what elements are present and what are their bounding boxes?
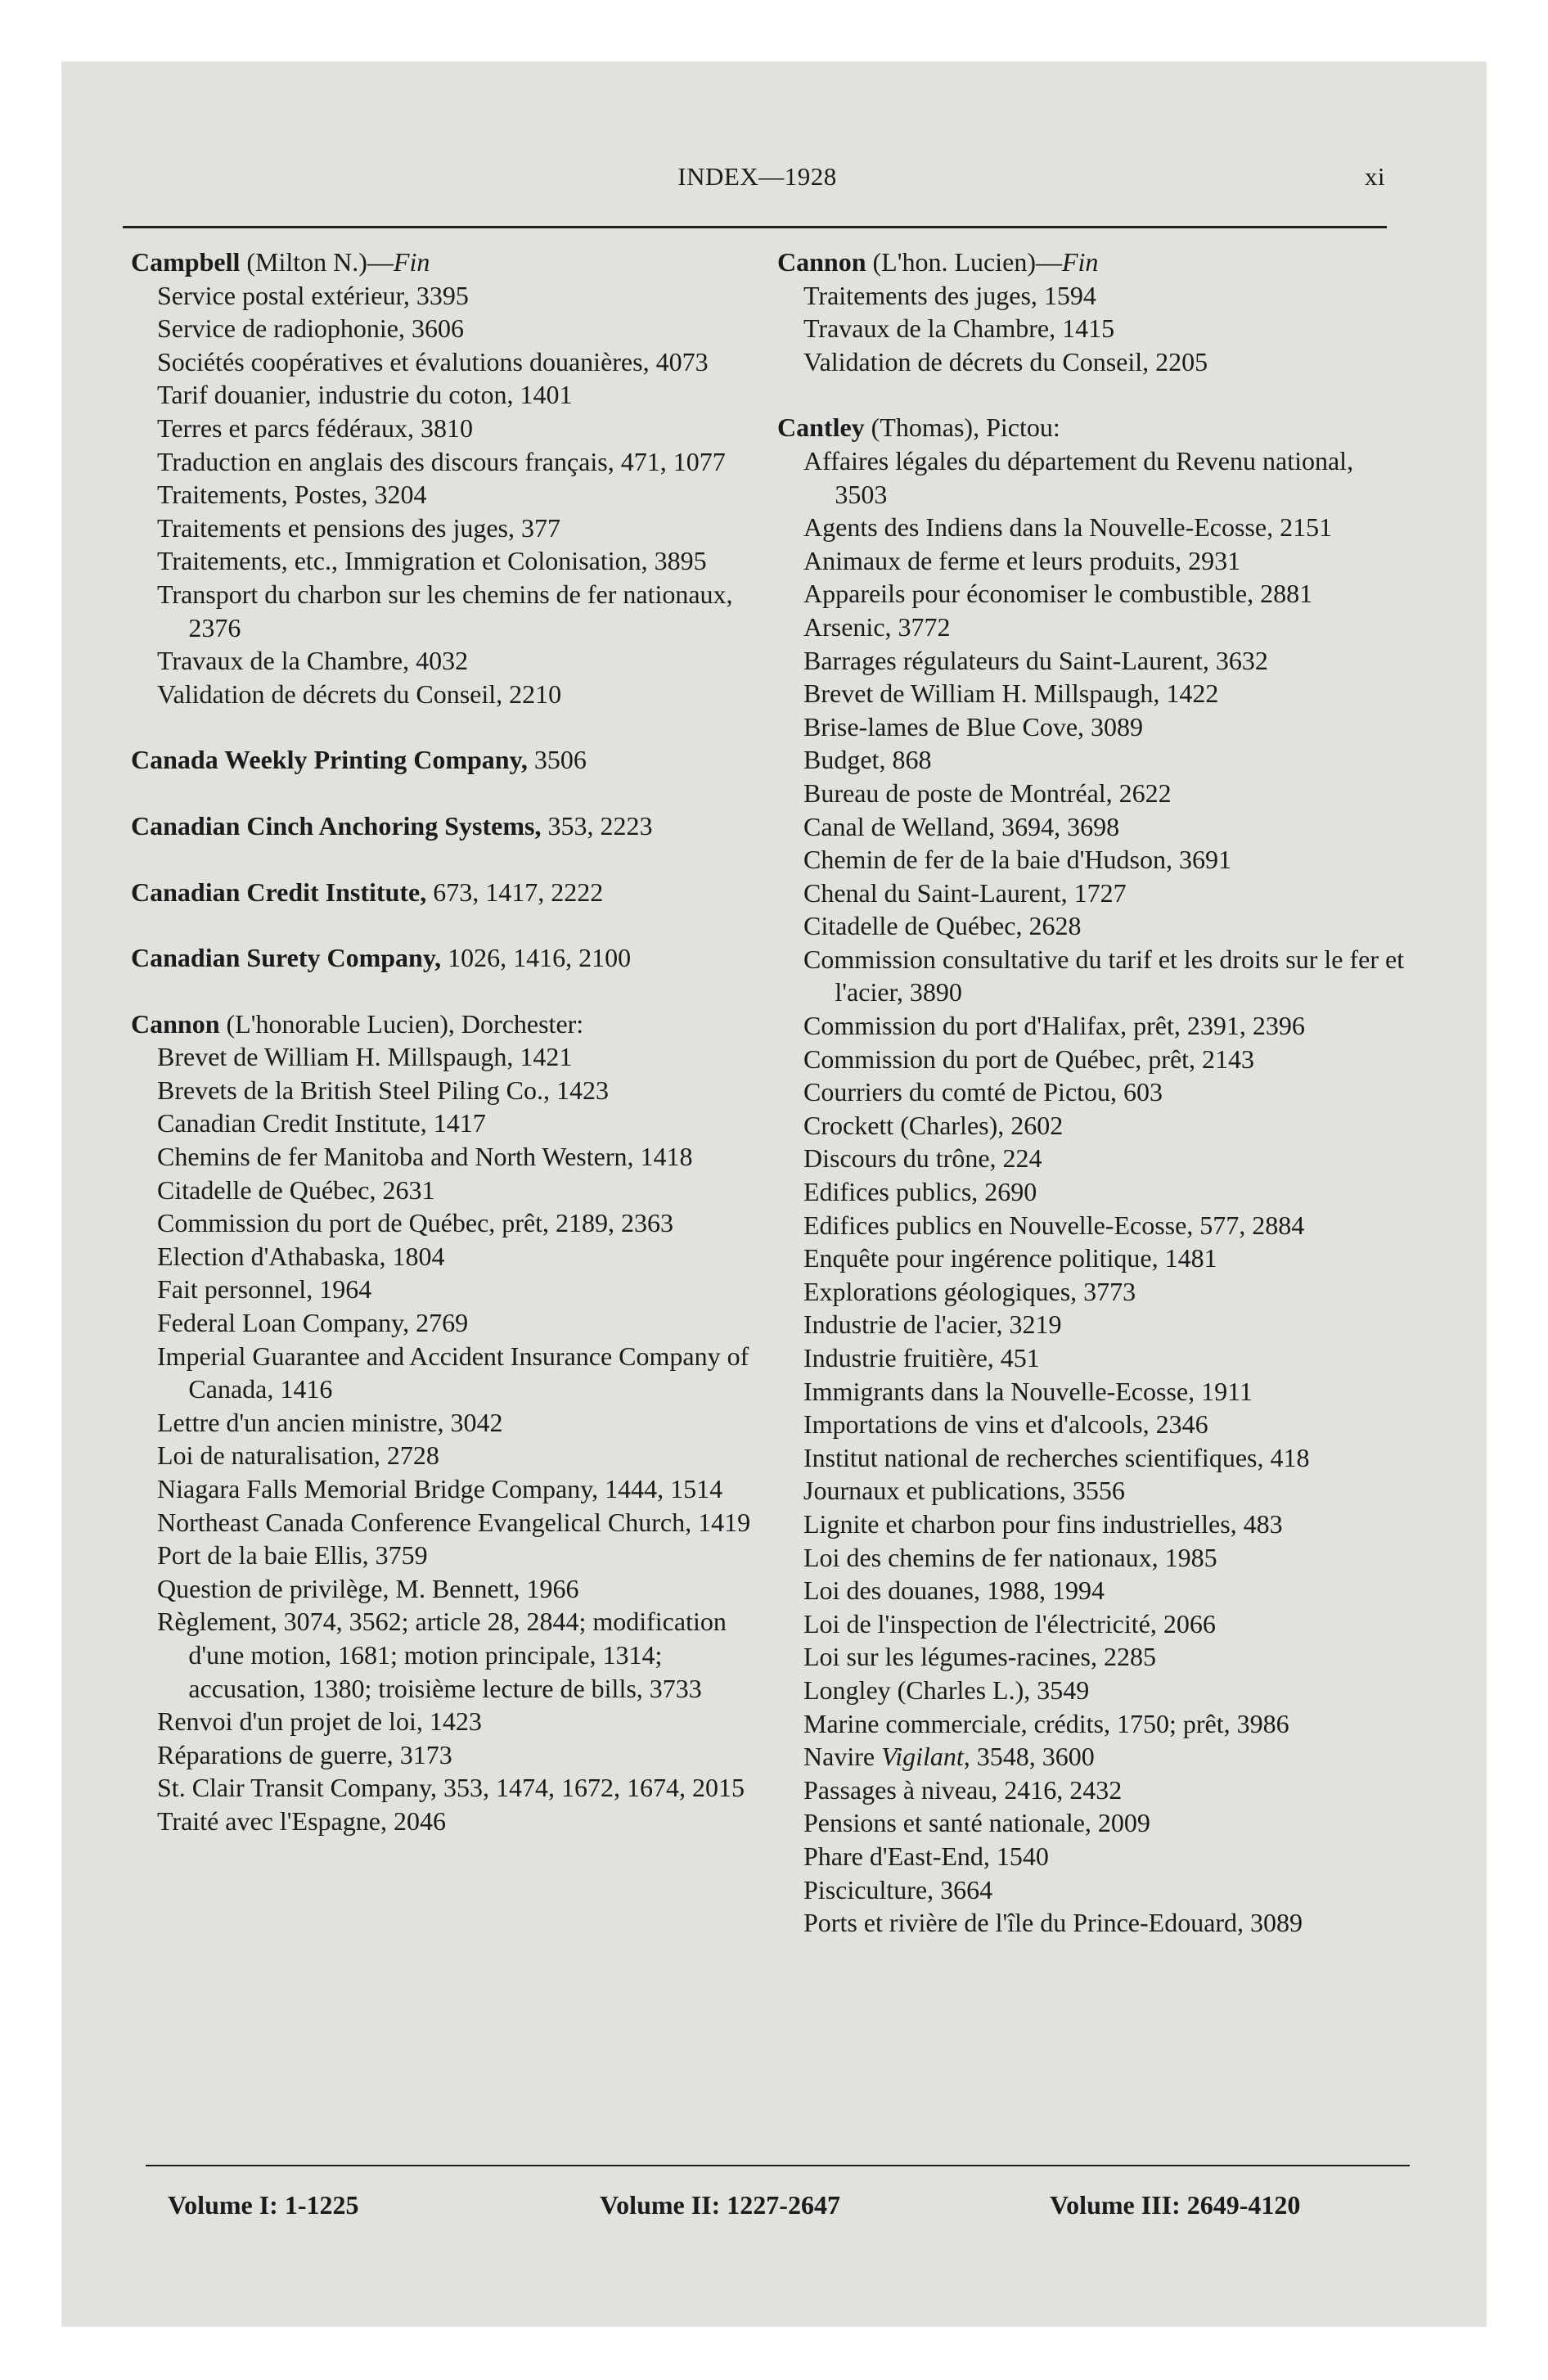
sub-entry: Explorations géologiques, 3773 [803,1276,1136,1306]
headword: Campbell [131,247,241,277]
headword: Canada Weekly Printing Company, [131,745,528,775]
sub-entry: Question de privilège, M. Bennett, 1966 [157,1573,579,1603]
sub-entry: Loi des douanes, 1988, 1994 [803,1575,1105,1606]
sub-entry: Réparations de guerre, 3173 [157,1739,452,1769]
volume-2-label: Volume II: [600,2190,721,2220]
sub-entry: Marine commerciale, crédits, 1750; prêt, 3986 [803,1708,1289,1738]
sub-entry: Tarif douanier, industrie du coton, 1401 [157,380,573,410]
sub-entry-text: Navire [803,1742,882,1772]
sub-entry: Canal de Welland, 3694, 3698 [803,811,1120,841]
header-rule [123,226,1387,228]
sub-entry: Crockett (Charles), 2602 [803,1110,1064,1140]
sub-entry: Longley (Charles L.), 3549 [803,1675,1090,1705]
sub-entry: Commission du port d'Halifax, prêt, 2391, 2396 [803,1011,1305,1041]
sub-entry: Travaux de la Chambre, 4032 [157,646,469,676]
sub-entry: Loi de l'inspection de l'électricité, 2066 [803,1608,1216,1639]
headword-detail: (Milton N.)— [240,247,394,277]
sub-entry: Terres et parcs fédéraux, 3810 [157,412,474,443]
sub-entry: Lignite et charbon pour fins industrielles, 483 [803,1508,1283,1539]
sub-entry: Citadelle de Québec, 2628 [803,911,1082,941]
sub-entry: Budget, 868 [803,745,932,775]
sub-entry: Institut national de recherches scientifiques, 418 [803,1442,1310,1472]
sub-entry: Loi des chemins de fer nationaux, 1985 [803,1542,1217,1572]
sub-entry: Citadelle de Québec, 2631 [157,1174,435,1205]
sub-entry: Pensions et santé nationale, 2009 [803,1808,1150,1838]
sub-entry: Brevets de la British Steel Piling Co., 1423 [157,1075,609,1105]
sub-entry [777,1740,1411,1774]
sub-entry: Edifices publics, 2690 [803,1177,1037,1207]
sub-entry: Affaires légales du département du Revenu national, 3503 [803,445,1354,509]
sub-entry-pages: , 3548, 3600 [963,1742,1095,1772]
volume-3-label: Volume III: [1050,2190,1181,2220]
sub-entry: Industrie de l'acier, 3219 [803,1309,1062,1340]
sub-entry: Appareils pour économiser le combustible, 2881 [803,579,1313,609]
sub-entry: Loi sur les légumes-racines, 2285 [803,1642,1156,1672]
page-number: xi [1364,162,1385,191]
headword: Canadian Credit Institute, [131,877,427,907]
right-column [777,246,1411,1940]
sub-entry: Journaux et publications, 3556 [803,1476,1125,1506]
sub-entry: Traitements des juges, 1594 [803,280,1096,310]
sub-entry: Niagara Falls Memorial Bridge Company, 1444, 1514 [157,1474,723,1503]
headword: Cantley [777,412,865,443]
continuation-mark: Fin [393,247,430,277]
sub-entry: Imperial Guarantee and Accident Insurance Company of Canada, 1416 [157,1341,749,1404]
ship-name: Vigilant [881,1742,964,1772]
left-column [131,246,765,1838]
entry-heading [777,411,1411,444]
index-title: INDEX—1928 [677,162,837,191]
sub-entry: Federal Loan Company, 2769 [157,1308,469,1338]
entry-heading [131,1007,765,1041]
headword-detail: (L'honorable Lucien), Dorchester: [219,1008,584,1039]
sub-entry: Brise-lames de Blue Cove, 3089 [803,711,1144,741]
sub-entry: Sociétés coopératives et évalutions douanières, 4073 [157,346,709,376]
sub-entry: Service de radiophonie, 3606 [157,313,464,344]
headword: Canadian Cinch Anchoring Systems, [131,810,542,841]
index-entry [131,809,765,843]
entry-heading [131,743,765,777]
sub-entry: Règlement, 3074, 3562; article 28, 2844; modification d'une motion, 1681; motion principale, 1314; accusation, 1380; troisième lecture de bills, 3733 [157,1607,727,1703]
sub-entry: Transport du charbon sur les chemins de fer nationaux, 2376 [157,579,733,642]
entry-heading [131,809,765,843]
volume-1-range: 1-1225 [284,2190,359,2220]
index-entry [131,941,765,975]
index-entry [777,411,1411,1939]
sub-entry: Brevet de William H. Millspaugh, 1421 [157,1042,573,1072]
sub-entry: Validation de décrets du Conseil, 2205 [803,346,1208,376]
sub-entry: Agents des Indiens dans la Nouvelle-Ecosse, 2151 [803,512,1333,543]
sub-entry: Lettre d'un ancien ministre, 3042 [157,1407,503,1437]
sub-entry: Election d'Athabaska, 1804 [157,1241,445,1271]
sub-entry: Chenal du Saint-Laurent, 1727 [803,877,1127,908]
sub-entry: Immigrants dans la Nouvelle-Ecosse, 1911 [803,1376,1253,1406]
sub-entry: Chemins de fer Manitoba and North Western, 1418 [157,1142,693,1172]
sub-entry: Industrie fruitière, 451 [803,1343,1040,1373]
continuation-mark: Fin [1061,247,1099,277]
entry-heading [131,876,765,909]
sub-entry: Bureau de poste de Montréal, 2622 [803,778,1172,808]
sub-entry: Passages à niveau, 2416, 2432 [803,1774,1123,1805]
sub-entry: Northeast Canada Conference Evangelical Church, 1419 [157,1507,751,1537]
sub-entry: Commission du port de Québec, prêt, 2189, 2363 [157,1208,674,1238]
volume-1-label: Volume I: [168,2190,278,2220]
sub-entry: Chemin de fer de la baie d'Hudson, 3691 [803,845,1231,875]
sub-entry: Barrages régulateurs du Saint-Laurent, 3632 [803,645,1268,675]
sub-entry: Traitements et pensions des juges, 377 [157,512,560,543]
sub-entry: Service postal extérieur, 3395 [157,280,469,310]
volume-3-range: 2649-4120 [1186,2190,1301,2220]
sub-entry: Traité avec l'Espagne, 2046 [157,1805,446,1836]
sub-entry: Phare d'East-End, 1540 [803,1841,1049,1871]
sub-entry: Canadian Credit Institute, 1417 [157,1108,486,1138]
sub-entry: Validation de décrets du Conseil, 2210 [157,678,562,709]
sub-entry: Traitements, Postes, 3204 [157,480,427,510]
running-header [129,162,1385,195]
sub-entry: Fait personnel, 1964 [157,1274,372,1305]
sub-entry: St. Clair Transit Company, 353, 1474, 1672, 1674, 2015 [157,1773,745,1803]
sub-entry: Port de la baie Ellis, 3759 [157,1540,428,1571]
headword-detail: 1026, 1416, 2100 [441,943,632,973]
sub-entry: Brevet de William H. Millspaugh, 1422 [803,678,1219,709]
sub-entry: Discours du trône, 224 [803,1143,1042,1174]
sub-entry: Travaux de la Chambre, 1415 [803,313,1115,344]
sub-entry: Edifices publics en Nouvelle-Ecosse, 577, 2884 [803,1210,1305,1240]
entry-heading [131,246,765,279]
index-entry [131,876,765,909]
sub-entry: Renvoi d'un projet de loi, 1423 [157,1706,482,1737]
footer-rule [146,2165,1410,2166]
headword-detail: (Thomas), Pictou: [864,412,1060,443]
entry-heading [777,246,1411,279]
entry-heading [131,941,765,975]
headword-detail: 673, 1417, 2222 [426,877,604,907]
sub-entry: Commission du port de Québec, prêt, 2143 [803,1044,1255,1074]
sub-entry: Animaux de ferme et leurs produits, 2931 [803,545,1241,575]
headword: Canadian Surety Company, [131,943,442,973]
index-entry [131,1007,765,1838]
sub-entry: Importations de vins et d'alcools, 2346 [803,1409,1208,1440]
sub-entry: Courriers du comté de Pictou, 603 [803,1077,1163,1107]
sub-entry: Ports et rivière de l'île du Prince-Edouard, 3089 [803,1908,1303,1938]
headword-detail: 353, 2223 [541,810,653,841]
sub-entry: Pisciculture, 3664 [803,1874,993,1904]
volume-2 [600,2190,840,2220]
volume-2-range: 1227-2647 [727,2190,840,2220]
sub-entry: Commission consultative du tarif et les droits sur le fer et l'acier, 3890 [803,944,1405,1007]
sub-entry: Traitements, etc., Immigration et Colonisation, 3895 [157,546,707,576]
headword: Cannon [131,1008,220,1039]
volume-3 [1050,2190,1300,2220]
headword-detail: 3506 [527,745,587,775]
index-entry [131,743,765,777]
headword-detail: (L'hon. Lucien)— [866,247,1062,277]
volume-1 [168,2190,358,2220]
index-entry [131,246,765,710]
sub-entry: Traduction en anglais des discours français, 471, 1077 [157,446,726,476]
sub-entry: Loi de naturalisation, 2728 [157,1440,439,1471]
sub-entry: Enquête pour ingérence politique, 1481 [803,1243,1217,1273]
sub-entry: Arsenic, 3772 [803,611,951,642]
index-entry [777,246,1411,378]
headword: Cannon [777,247,866,277]
